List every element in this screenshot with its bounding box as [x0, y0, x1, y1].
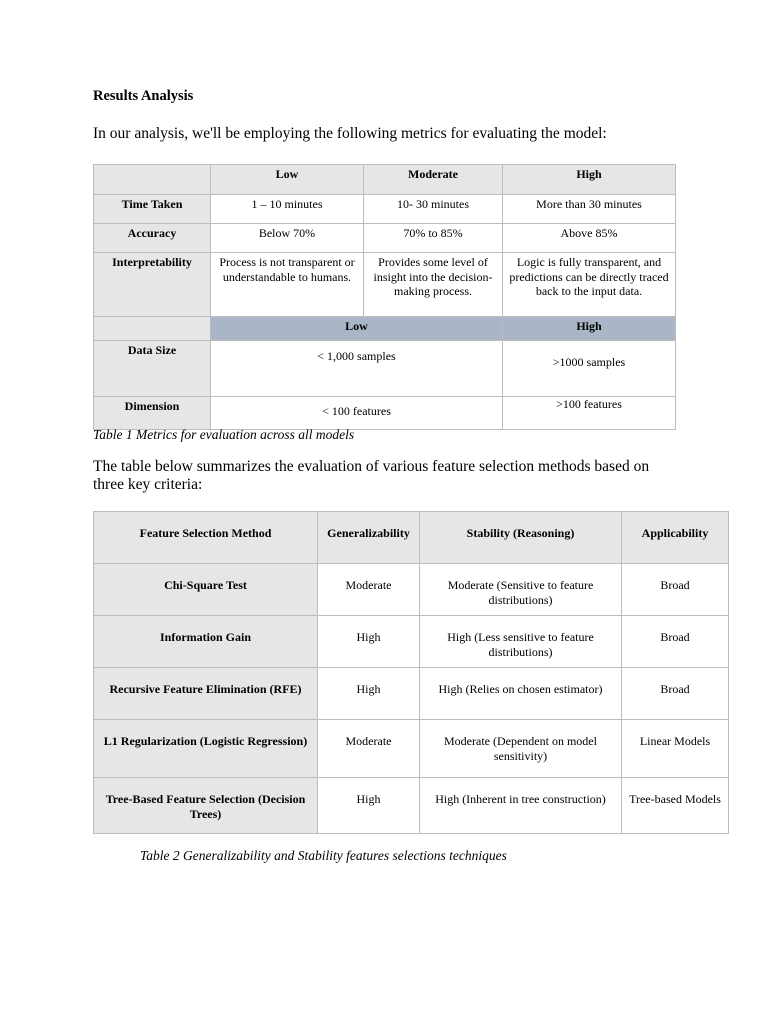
cell: >1000 samples — [503, 341, 676, 397]
cell: High — [318, 668, 420, 720]
cell: Moderate — [318, 720, 420, 778]
row-label: Accuracy — [94, 224, 211, 253]
metrics-row-data-size — [94, 341, 676, 397]
cell: High (Less sensitive to feature distributions) — [420, 616, 622, 668]
metrics-header-moderate: Moderate — [364, 165, 503, 195]
cell: 70% to 85% — [364, 224, 503, 253]
metrics-row-dimension — [94, 397, 676, 430]
intro-paragraph: In our analysis, we'll be employing the following metrics for evaluating the model: — [93, 125, 607, 142]
cell: Moderate (Sensitive to feature distributions) — [420, 564, 622, 616]
cell: >100 features — [503, 397, 676, 430]
cell: 1 – 10 minutes — [211, 195, 364, 224]
cell: Broad — [622, 616, 729, 668]
feature-selection-table — [93, 511, 729, 834]
cell: High — [318, 778, 420, 834]
cell: Moderate (Dependent on model sensitivity) — [420, 720, 622, 778]
metrics-table — [93, 164, 676, 430]
metrics-header-high: High — [503, 165, 676, 195]
cell: High (Inherent in tree construction) — [420, 778, 622, 834]
table-row — [94, 616, 729, 668]
method-name: Tree-Based Feature Selection (Decision Trees) — [94, 778, 318, 834]
header-generalizability: Generalizability — [318, 512, 420, 564]
header-applicability: Applicability — [622, 512, 729, 564]
row-label: Time Taken — [94, 195, 211, 224]
metrics-row-time-taken — [94, 195, 676, 224]
metrics-header-low: Low — [211, 165, 364, 195]
cell: Broad — [622, 668, 729, 720]
row-label: Dimension — [94, 397, 211, 430]
cell: High — [318, 616, 420, 668]
cell: High (Relies on chosen estimator) — [420, 668, 622, 720]
sub-header-high: High — [503, 317, 676, 341]
row-label: Interpretability — [94, 253, 211, 317]
cell: Above 85% — [503, 224, 676, 253]
cell: Logic is fully transparent, and predictions can be directly traced back to the input data. — [503, 253, 676, 317]
table-row — [94, 778, 729, 834]
method-name: Chi-Square Test — [94, 564, 318, 616]
cell: Provides some level of insight into the decision-making process. — [364, 253, 503, 317]
cell: Process is not transparent or understandable to humans. — [211, 253, 364, 317]
cell: Broad — [622, 564, 729, 616]
sub-header-low: Low — [211, 317, 503, 341]
table-row — [94, 564, 729, 616]
cell: Tree-based Models — [622, 778, 729, 834]
cell: < 1,000 samples — [211, 341, 503, 397]
table2-caption: Table 2 Generalizability and Stability features selections techniques — [140, 848, 507, 863]
table-row — [94, 720, 729, 778]
metrics-row-accuracy — [94, 224, 676, 253]
cell: 10- 30 minutes — [364, 195, 503, 224]
table-row — [94, 668, 729, 720]
sub-corner-cell — [94, 317, 211, 341]
cell: < 100 features — [211, 397, 503, 430]
header-stability: Stability (Reasoning) — [420, 512, 622, 564]
metrics-corner-cell — [94, 165, 211, 195]
method-name: Information Gain — [94, 616, 318, 668]
cell: Below 70% — [211, 224, 364, 253]
cell: Moderate — [318, 564, 420, 616]
header-method: Feature Selection Method — [94, 512, 318, 564]
metrics-row-interpretability — [94, 253, 676, 317]
method-name: L1 Regularization (Logistic Regression) — [94, 720, 318, 778]
summary-paragraph: The table below summarizes the evaluation of various feature selection methods based on three key criteria: — [93, 458, 650, 493]
method-name: Recursive Feature Elimination (RFE) — [94, 668, 318, 720]
table1-caption: Table 1 Metrics for evaluation across all models — [93, 427, 355, 442]
cell: Linear Models — [622, 720, 729, 778]
section-heading: Results Analysis — [93, 88, 194, 104]
row-label: Data Size — [94, 341, 211, 397]
cell: More than 30 minutes — [503, 195, 676, 224]
